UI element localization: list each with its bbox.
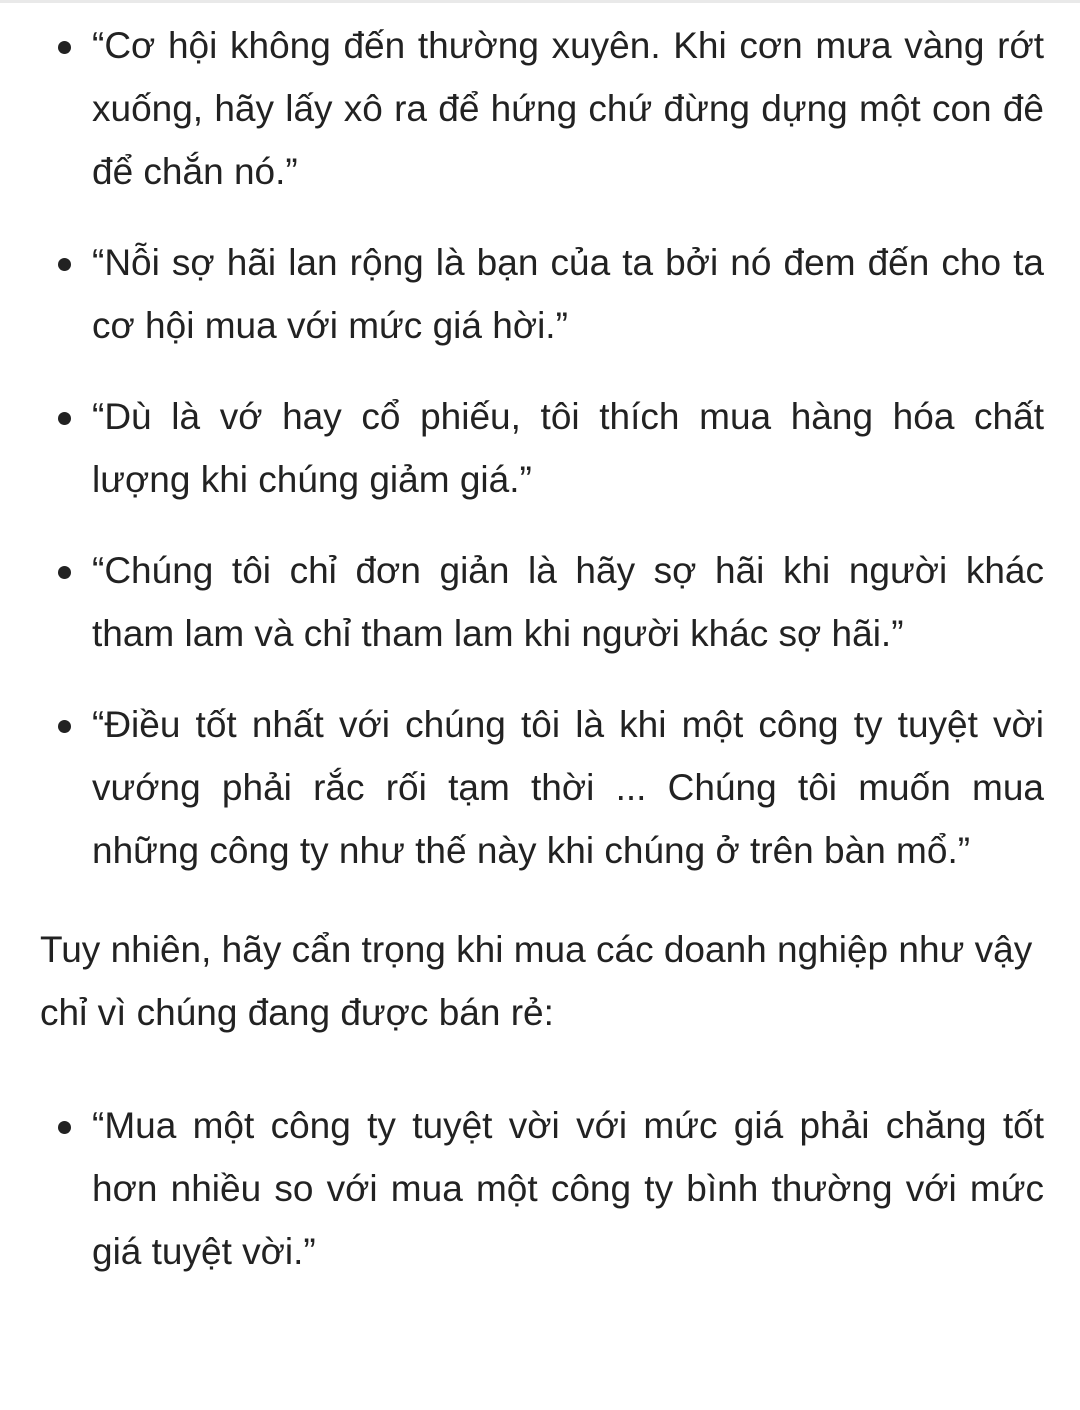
- body-paragraph: Tuy nhiên, hãy cẩn trọng khi mua các doanh nghiệp như vậy chỉ vì chúng đang được bán rẻ:: [40, 929, 1033, 1033]
- bullet-dot-icon: [58, 258, 71, 271]
- list-item: [0, 231, 1080, 357]
- bullet-dot-icon: [58, 1121, 71, 1134]
- list-item: [0, 1094, 1080, 1283]
- quote-text: “Mua một công ty tuyệt vời với mức giá phải chăng tốt hơn nhiều so với mua một công ty bình thường với mức giá tuyệt vời.”: [92, 1105, 1044, 1272]
- bullet-dot-icon: [58, 412, 71, 425]
- list-item: [0, 14, 1080, 203]
- quote-text: “Nỗi sợ hãi lan rộng là bạn của ta bởi nó đem đến cho ta cơ hội mua với mức giá hời.”: [92, 242, 1044, 346]
- quote-text: “Điều tốt nhất với chúng tôi là khi một công ty tuyệt vời vướng phải rắc rối tạm thời ... Chúng tôi muốn mua những công ty như thế này khi chúng ở trên bàn mổ.”: [92, 704, 1044, 871]
- quote-list: [0, 14, 1080, 882]
- quote-text: “Chúng tôi chỉ đơn giản là hãy sợ hãi khi người khác tham lam và chỉ tham lam khi người khác sợ hãi.”: [92, 550, 1044, 654]
- list-item: [0, 385, 1080, 511]
- page-top-edge: [0, 0, 1080, 3]
- quote-list-2: [0, 1094, 1080, 1283]
- quote-text: “Cơ hội không đến thường xuyên. Khi cơn mưa vàng rớt xuống, hãy lấy xô ra để hứng chứ đừng dựng một con đê để chắn nó.”: [92, 25, 1044, 192]
- bullet-dot-icon: [58, 566, 71, 579]
- bullet-dot-icon: [58, 720, 71, 733]
- article-body: [0, 14, 1080, 1311]
- list-item: [0, 539, 1080, 665]
- list-item: [0, 693, 1080, 882]
- bullet-dot-icon: [58, 41, 71, 54]
- quote-text: “Dù là vớ hay cổ phiếu, tôi thích mua hàng hóa chất lượng khi chúng giảm giá.”: [92, 396, 1044, 500]
